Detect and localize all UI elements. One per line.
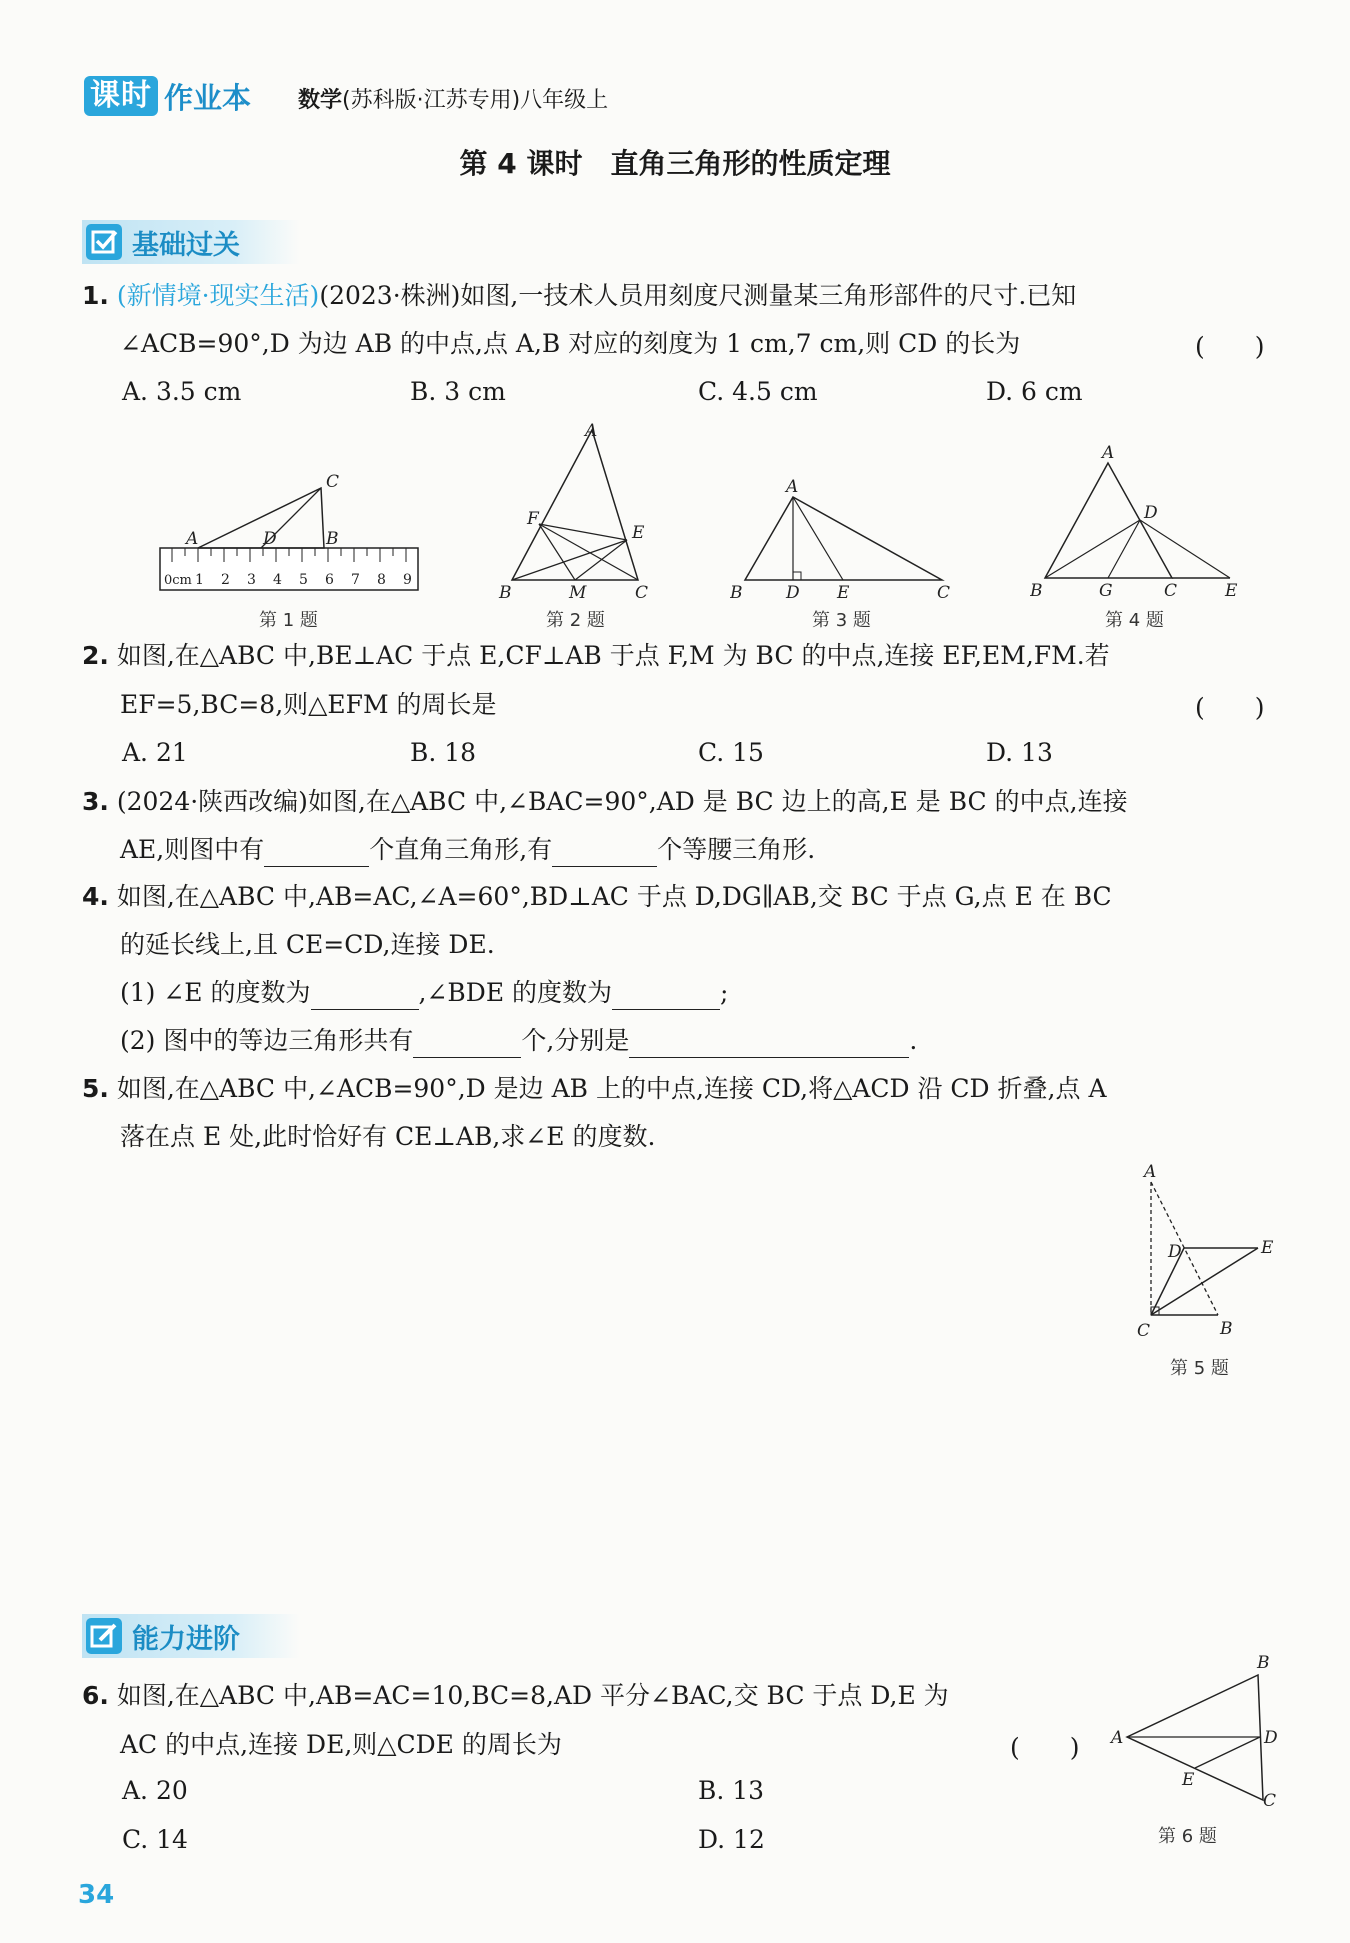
figure-3-caption: 第 3 题 [812,610,871,631]
q2-option-a: A. 21 [122,738,188,767]
section-title-basic: 基础过关 [132,229,240,261]
figure-3 [730,470,960,605]
svg-text:C: C [1263,1791,1277,1810]
svg-text:B: B [1257,1653,1270,1673]
svg-text:E: E [1225,581,1238,601]
q5-line1 [82,1072,1107,1106]
svg-text:C: C [937,583,951,603]
q4-sub1 [120,976,728,1010]
ruler-tick: 7 [351,572,360,588]
q4-blank-angle-bde[interactable] [612,981,720,1010]
q1-option-a: A. 3.5 cm [122,377,242,406]
q4-line1 [82,880,1112,914]
svg-text:A: A [786,477,799,497]
svg-text:D: D [1144,503,1158,523]
q3-text1: (2024·陕西改编)如图,在△ABC 中,∠BAC=90°,AD 是 BC 边上的高,E 是 BC 的中点,连接 [116,787,1128,816]
q1-option-d: D. 6 cm [986,377,1083,406]
svg-text:C: C [326,472,340,492]
svg-text:E: E [632,523,645,543]
q3-text2c: 个等腰三角形. [657,835,816,864]
q5-number: 5. [82,1074,109,1103]
q4-line2: 的延长线上,且 CE=CD,连接 DE. [120,930,495,959]
subject-rest: (苏科版·江苏专用)八年级上 [342,88,609,113]
q2-line2: EF=5,BC=8,则△EFM 的周长是 [120,690,497,719]
figure-2-caption: 第 2 题 [546,610,605,631]
q3-blank-right-triangles[interactable] [264,838,369,867]
q4-sub2-text-c: . [909,1026,918,1055]
ruler-tick: 4 [273,572,282,588]
q6-number: 6. [82,1681,109,1710]
lesson-title: 第 4 课时 直角三角形的性质定理 [459,147,891,180]
svg-text:B: B [1030,581,1043,601]
q4-sub1-text-a: (1) ∠E 的度数为 [120,978,311,1007]
svg-text:M: M [569,583,587,603]
svg-text:B: B [1220,1319,1233,1339]
q3-line1 [82,785,1128,819]
q4-number: 4. [82,882,109,911]
page-number: 34 [78,1880,115,1910]
q3-text2b: 个直角三角形,有 [369,835,553,864]
ruler-unit: 0cm [164,573,192,588]
q4-sub1-text-c: ; [720,978,729,1007]
logo-box: 课时 [84,76,158,116]
q4-text1: 如图,在△ABC 中,AB=AC,∠A=60°,BD⊥AC 于点 D,DG∥AB,交 BC 于点 G,点 E 在 BC [116,882,1112,911]
q4-sub1-text-b: ,∠BDE 的度数为 [418,978,613,1007]
q4-sub2 [120,1024,917,1058]
q4-sub2-text-b: 个,分别是 [521,1026,630,1055]
svg-text:E: E [1182,1770,1195,1790]
q5-text1: 如图,在△ABC 中,∠ACB=90°,D 是边 AB 上的中点,连接 CD,将△ACD 沿 CD 折叠,点 A [116,1074,1107,1103]
q2-option-b: B. 18 [410,738,477,767]
q3-blank-isosceles[interactable] [552,838,657,867]
brand-logo [84,74,251,118]
q2-number: 2. [82,641,109,670]
q6-line2: AC 的中点,连接 DE,则△CDE 的周长为 [120,1730,562,1759]
q1-line2: ∠ACB=90°,D 为边 AB 的中点,点 A,B 对应的刻度为 1 cm,7 cm,则 CD 的长为 [120,329,1021,358]
svg-text:C: C [635,583,649,603]
ruler-tick: 9 [403,572,412,588]
q1-tag: (新情境·现实生活) [116,281,320,310]
subject-bold: 数学 [298,88,343,113]
section-banner-advanced [82,1614,300,1658]
svg-text:A: A [1111,1728,1124,1748]
q2-answer-paren: ( ) [1195,693,1265,722]
q1-option-b: B. 3 cm [410,377,506,406]
figure-1-caption: 第 1 题 [259,610,318,631]
q2-text1: 如图,在△ABC 中,BE⊥AC 于点 E,CF⊥AB 于点 F,M 为 BC 的中点,连接 EF,EM,FM.若 [116,641,1110,670]
q5-line2: 落在点 E 处,此时恰好有 CE⊥AB,求∠E 的度数. [120,1122,656,1151]
q2-option-d: D. 13 [986,738,1053,767]
svg-text:D: D [1264,1728,1278,1748]
svg-text:E: E [837,583,850,603]
ruler-tick: 2 [221,572,230,588]
checkbox-icon [86,224,122,260]
ruler-tick: 5 [299,572,308,588]
figure-6 [1100,1650,1290,1810]
figure-5 [1125,1160,1285,1340]
svg-text:G: G [1099,581,1113,601]
svg-text:C: C [1164,581,1178,601]
svg-text:B: B [499,583,512,603]
q6-option-b: B. 13 [698,1776,765,1805]
section-title-advanced: 能力进阶 [132,1623,240,1655]
q3-text2a: AE,则图中有 [120,835,265,864]
svg-text:B: B [730,583,743,603]
section-banner-basic [82,220,300,264]
svg-text:E: E [1261,1238,1274,1258]
pencil-icon [86,1618,122,1654]
q4-blank-angle-e[interactable] [311,981,419,1010]
figure-1-ruler [150,460,430,600]
svg-text:C: C [1137,1321,1151,1340]
q3-line2 [120,833,815,867]
q6-text1: 如图,在△ABC 中,AB=AC=10,BC=8,AD 平分∠BAC,交 BC 于点 D,E 为 [116,1681,949,1710]
figure-4 [1030,445,1245,605]
q1-text1: (2023·株洲)如图,一技术人员用刻度尺测量某三角形部件的尺寸.已知 [319,281,1077,310]
q6-option-a: A. 20 [122,1776,188,1805]
q1-number: 1. [82,281,109,310]
logo-text: 作业本 [164,80,252,115]
q6-answer-paren: ( ) [1010,1733,1080,1762]
ruler-tick: 3 [247,572,256,588]
q6-line1 [82,1679,949,1713]
svg-text:A: A [1102,445,1115,463]
figure-4-caption: 第 4 题 [1105,610,1164,631]
q1-answer-paren: ( ) [1195,332,1265,361]
svg-text:D: D [1168,1242,1182,1262]
q2-line1 [82,639,1110,673]
q4-blank-count[interactable] [413,1029,521,1058]
svg-text:D: D [786,583,800,603]
svg-text:F: F [527,509,539,529]
q4-sub2-text-a: (2) 图中的等边三角形共有 [120,1026,414,1055]
ruler-tick: 8 [377,572,386,588]
svg-text:B: B [326,529,339,549]
figure-6-caption: 第 6 题 [1158,1826,1217,1847]
svg-text:A: A [186,529,199,549]
svg-text:D: D [263,529,277,549]
svg-text:A: A [1144,1162,1157,1182]
q6-option-d: D. 12 [698,1825,765,1854]
ruler-tick: 1 [195,572,204,588]
q3-number: 3. [82,787,109,816]
q1-option-c: C. 4.5 cm [698,377,818,406]
q6-option-c: C. 14 [122,1825,188,1854]
q1-line1 [82,279,1076,313]
subject-label [298,83,608,114]
svg-text:A: A [585,421,598,441]
figure-5-caption: 第 5 题 [1170,1358,1229,1379]
figure-2 [495,420,655,605]
q4-blank-list[interactable] [629,1029,909,1058]
ruler-tick: 6 [325,572,334,588]
q2-option-c: C. 15 [698,738,764,767]
